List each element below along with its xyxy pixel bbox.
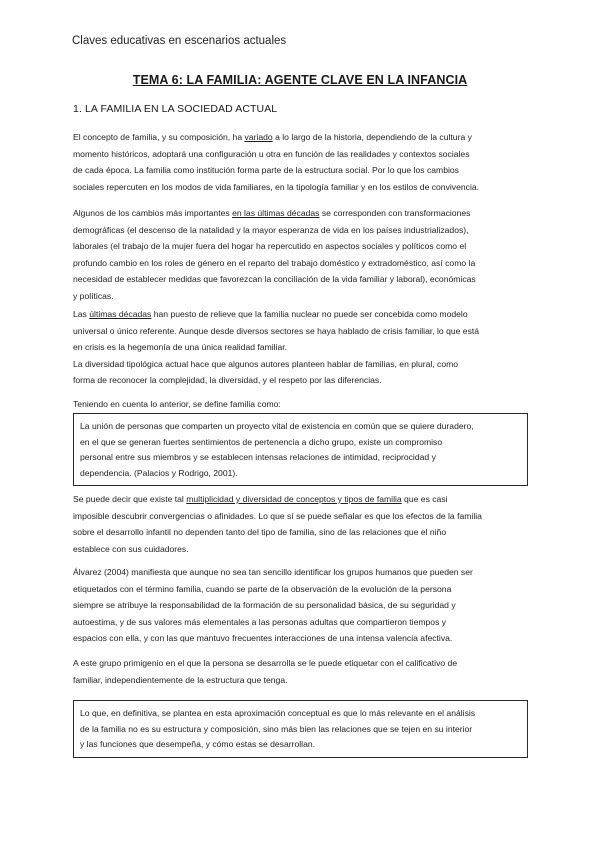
paragraph-line: y políticas. — [73, 290, 114, 301]
paragraph-line: Teniendo en cuenta lo anterior, se define familia como: — [73, 399, 281, 409]
paragraph-line: siempre se atribuye la responsabilidad de la formación de su personalidad básica, de su seguridad y — [73, 600, 456, 610]
page-title: TEMA 6: LA FAMILIA: AGENTE CLAVE EN LA INFANCIA — [132, 73, 468, 87]
paragraph-multiplicity — [73, 491, 527, 557]
underlined-term: multiplicidad y diversidad de conceptos y tipos de familia — [186, 494, 402, 504]
paragraph-line: momento históricos, adoptará una configuración u otra en función de las realidades y contextos sociales — [73, 148, 470, 159]
paragraph-line: familiar, independientemente de la estructura que tenga. — [73, 674, 288, 685]
box-line: personal entre sus miembros y se establecen intensas relaciones de intimidad, reciprocidad y — [80, 452, 436, 463]
paragraph-alvarez — [73, 564, 527, 647]
paragraph-line: en crisis es la hegemonía de una única realidad familiar. — [73, 342, 288, 352]
section-heading: 1. LA FAMILIA EN LA SOCIEDAD ACTUAL — [73, 103, 278, 115]
underlined-term: en las últimas décadas — [232, 208, 320, 218]
box-line: en el que se generan fuertes sentimientos de pertenencia a dicho grupo, existe un compromiso — [80, 436, 443, 447]
box-line: La unión de personas que comparten un proyecto vital de existencia en común que se quiere duradero, — [80, 421, 474, 431]
paragraph-line: forma de reconocer la complejidad, la diversidad, y el respeto por las diferencias. — [73, 375, 382, 385]
paragraph-line: La diversidad tipológica actual hace que algunos autores planteen hablar de familias, en plural, como — [73, 358, 459, 369]
underlined-term: variado — [244, 132, 273, 142]
paragraph-line: etiquetados con el término familia, cuando se parte de la observación de la evolución de la persona — [73, 583, 452, 594]
paragraph-line: universal o único referente. Aunque desde diversos sectores se haya hablado de crisis familiar, lo que está — [73, 325, 480, 336]
paragraph-line: demográficas (el descenso de la natalidad y la mayor esperanza de vida en los países industrializados), — [73, 224, 469, 235]
paragraph-line: Se puede decir que existe tal multiplicidad y diversidad de conceptos y tipos de familia que es casi — [73, 494, 448, 504]
underlined-term: últimas décadas — [89, 309, 152, 319]
paragraph-line: laborales (el trabajo de la mujer fuera del hogar ha repercutido en aspectos sociales y políticos como el — [73, 241, 467, 251]
box-line: Lo que, en definitiva, se plantea en esta aproximación conceptual es que lo más relevante en el análisis — [80, 708, 476, 718]
paragraph-line: El concepto de familia, y su composición, ha variado a lo largo de la historia, dependiendo de la cultura y — [73, 132, 472, 142]
paragraph-line: Álvarez (2004) manifiesta que aunque no sea tan sencillo identificar los grupos humanos que pueden ser — [73, 567, 473, 577]
paragraph-line: profundo cambio en los roles de género en el reparto del trabajo doméstico y extradoméstico, así como la — [73, 257, 476, 268]
definition-box — [73, 413, 528, 486]
paragraph-intro-definition — [73, 396, 527, 413]
paragraph-line: necesidad de establecer medidas que favorezcan la conciliación de la vida familiar y laboral), económicas — [73, 274, 476, 284]
paragraph-diversity — [73, 306, 527, 389]
box-line: dependencia. (Palacios y Rodrigo, 2001). — [80, 467, 238, 478]
paragraph-line: Algunos de los cambios más importantes en las últimas décadas se corresponden con transformaciones — [73, 208, 471, 218]
paragraph-line: sociales repercuten en los modos de vida familiares, en la tipología familiar y en los estilos de convivencia. — [73, 181, 480, 192]
box-line: y las funciones que desempeña, y cómo estas se desarrollan. — [80, 739, 316, 750]
paragraph-changes — [73, 205, 527, 304]
paragraph-line: de cada época. La familia como institución forma parte de la estructura social. Por lo que los cambios — [73, 165, 459, 175]
paragraph-line: establece con sus cuidadores. — [73, 543, 189, 554]
paragraph-primigenio — [73, 655, 527, 688]
box-line: de la familia no es su estructura y composición, sino más bien las relaciones que se tejen en su interior — [80, 723, 473, 734]
paragraph-line: sobre el desarrollo infantil no dependen tanto del tipo de familia, sino de las relaciones que el niño — [73, 527, 447, 537]
running-header: Claves educativas en escenarios actuales — [72, 35, 287, 47]
paragraph-line: A este grupo primigenio en el que la persona se desarrolla se le puede etiquetar con el calificativo de — [73, 658, 458, 668]
paragraph-line: autoestima, y de sus valores más elementales a las personas adultas que compartieron tiempos y — [73, 616, 447, 627]
paragraph-line: espacios con ella, y con las que mantuvo frecuentes interacciones de una intensa valencia afectiva. — [73, 633, 453, 643]
paragraph-line: Las últimas décadas han puesto de relieve que la familia nuclear no puede ser concebida como modelo — [73, 309, 468, 319]
paragraph-line: imposible descubrir convergencias o afinidades. Lo que sí se puede señalar es que los efectos de la familia — [73, 510, 482, 521]
paragraph-concept — [73, 129, 527, 195]
conclusion-box — [73, 700, 528, 758]
